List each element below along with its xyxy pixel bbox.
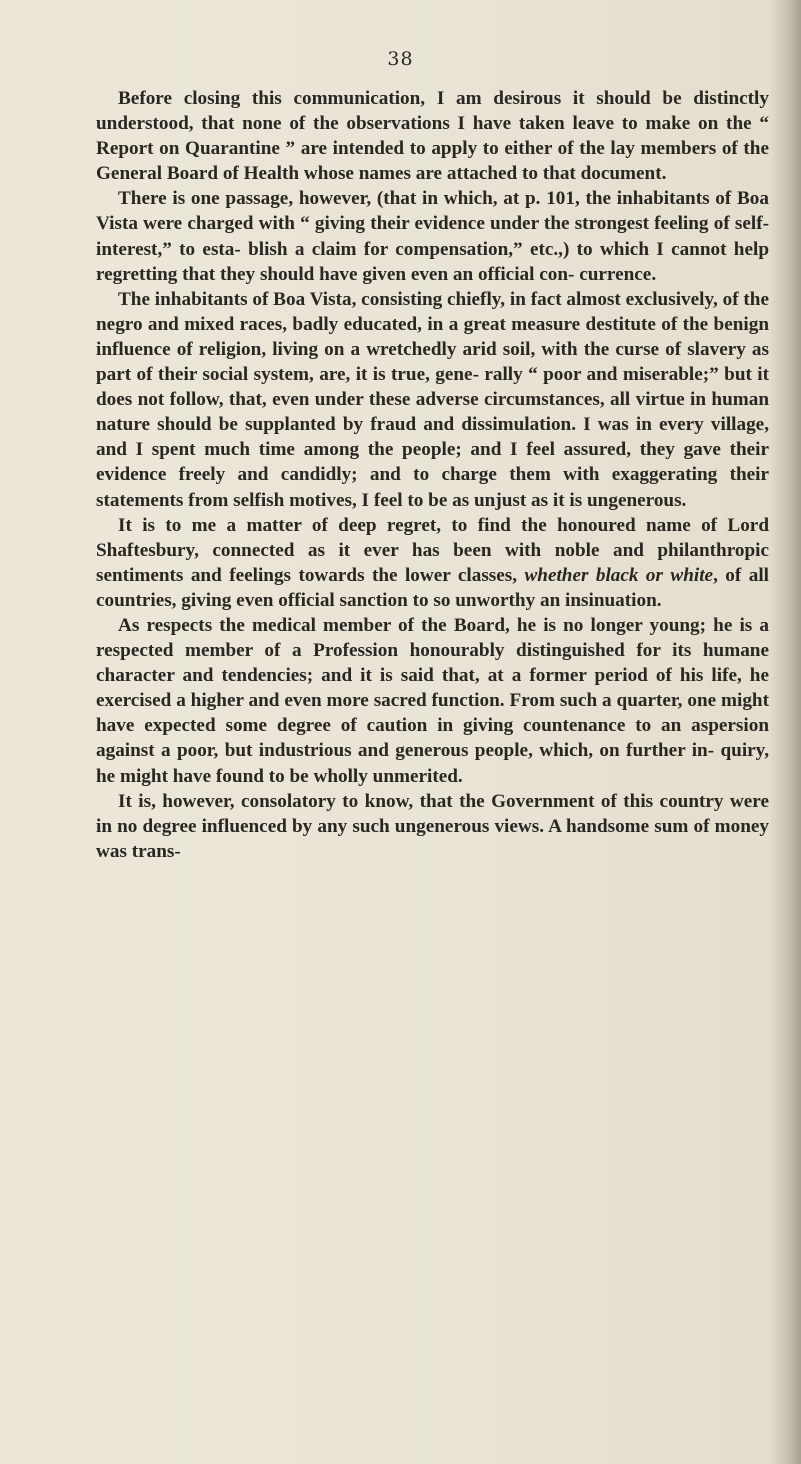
page-edge-shadow <box>769 0 801 1464</box>
italic-emphasis: whether black or white <box>524 564 714 586</box>
paragraph-passage-boa-vista: There is one passage, however, (that in which, at p. 101, the inhabitants of Boa Vista were charged with “ giving their evidence under the strongest feeling of self-interest,” to esta- blish a claim for compensation,” etc.,) to which I cannot help regretting that they should have given even an official con- currence. <box>96 188 769 285</box>
paragraph-inhabitants-boa-vista: The inhabitants of Boa Vista, consisting chiefly, in fact almost exclusively, of the negro and mixed races, badly educated, in a great measure destitute of the benign influence of religion, living on a wretchedly arid soil, with the curse of slavery as part of their social system, are, it is true, gene- rally “ poor and miserable;” but it does not follow, that, even under these adverse circumstances, all virtue in human nature should be supplanted by fraud and dissimulation. I was in every village, and I spent much time among the people; and I feel assured, they gave their evidence freely and candidly; and to charge them with exaggerating their statements from selfish motives, I feel to be as unjust as it is ungenerous. <box>96 288 769 511</box>
paragraph-lord-shaftesbury-part-1: It is to me a matter of deep regret, to find the honoured name of Lord Shaftesbury, connected as it ever has been with noble and philanthropic sentiments and feelings towards the lower classes, <box>96 514 769 586</box>
paragraph-government-consolatory: It is, however, consolatory to know, that the Government of this country were in no degree influenced by any such ungenerous views. A handsome sum of money was trans- <box>96 790 769 862</box>
body-text <box>96 86 769 864</box>
page-number: 38 <box>387 48 414 70</box>
paragraph-closing-communication: Before closing this communication, I am desirous it should be distinctly understood, that none of the observations I have taken leave to make on the “ Report on Quarantine ” are intended to apply to either of the lay members of the General Board of Health whose names are attached to that document. <box>96 88 769 185</box>
paragraph-lord-shaftesbury <box>96 513 769 613</box>
paragraph-medical-member: As respects the medical member of the Board, he is no longer young; he is a respected member of a Profession honourably distinguished for its humane character and tendencies; and it is said that, at a former period of his life, he exercised a higher and even more sacred function. From such a quarter, one might have expected some degree of caution in giving countenance to an aspersion against a poor, but industrious and generous people, which, on further in- quiry, he might have found to be wholly unmerited. <box>96 614 769 787</box>
paragraph-lord-shaftesbury-part-2: , of all countries, giving even official sanction to so unworthy an insinuation. <box>96 564 769 611</box>
